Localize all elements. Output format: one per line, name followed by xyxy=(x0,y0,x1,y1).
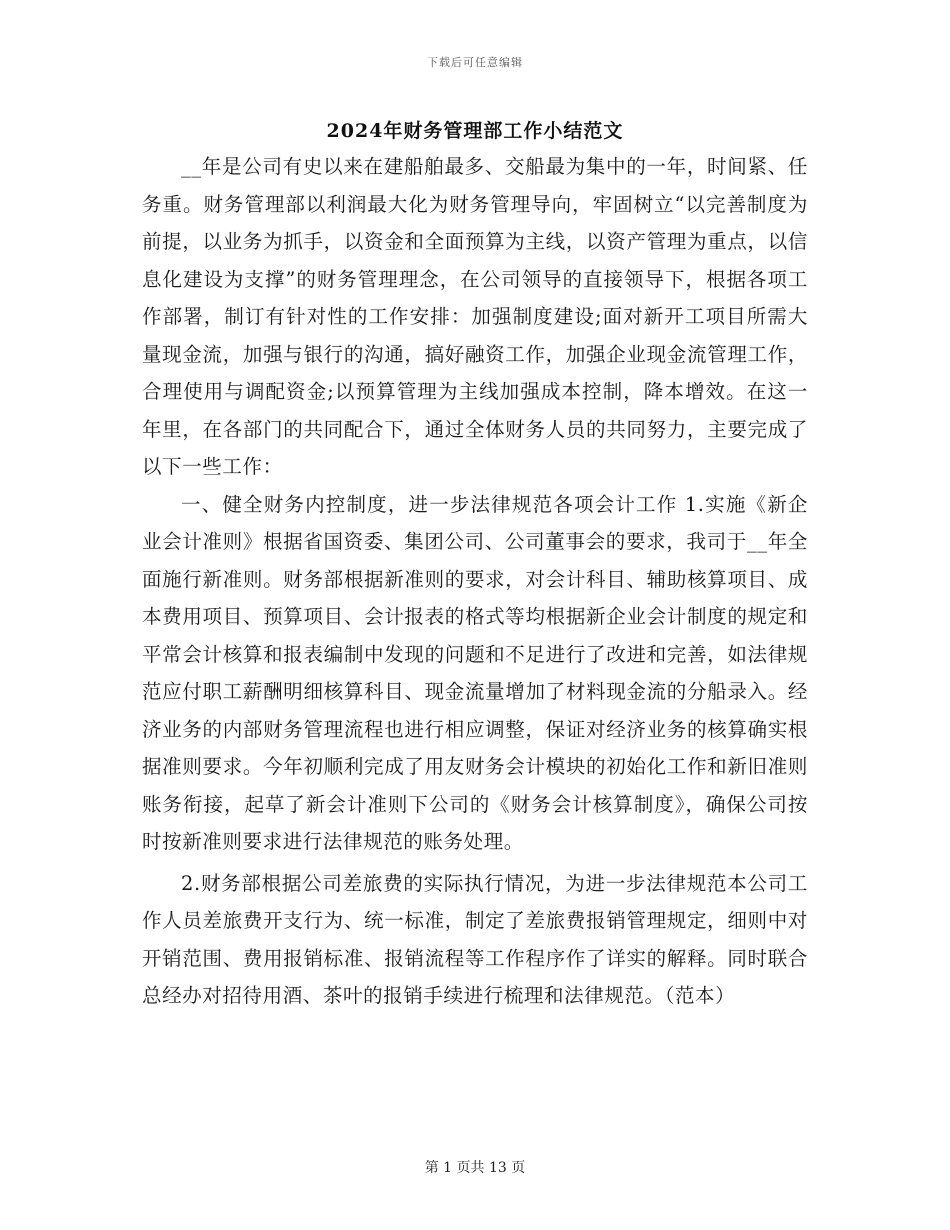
paragraph-section-1: 一、健全财务内控制度，进一步法律规范各项会计工作 1.实施《新企业会计准则》根据省国资委、集团公司、公司董事会的要求，我司于__年全面施行新准则。财务部根据新准则的要求，对会计科目、辅助核算项目、成本费用项目、预算项目、会计报表的格式等均根据新企业会计制度的规定和平常会计核算和报表编制中发现的问题和不足进行了改进和完善，如法律规范应付职工薪酬明细核算科目、现金流量增加了材料现金流的分船录入。经济业务的内部财务管理流程也进行相应调整，保证对经济业务的核算确实根据准则要求。今年初顺利完成了用友财务会计模块的初始化工作和新旧准则账务衔接，起草了新会计准则下公司的《财务会计核算制度》，确保公司按时按新准则要求进行法律规范的账务处理。 xyxy=(142,492,808,853)
document-title: 2024年财务管理部工作小结范文 xyxy=(326,120,624,142)
document-body xyxy=(142,148,808,1015)
page-number: 第 1 页共 13 页 xyxy=(424,1160,526,1176)
paragraph-intro: __年是公司有史以来在建船舶最多、交船最为集中的一年，时间紧、任务重。财务管理部以利润最大化为财务管理导向，牢固树立“以完善制度为前提，以业务为抓手，以资金和全面预算为主线，以资产管理为重点，以信息化建设为支撑”的财务管理理念，在公司领导的直接领导下，根据各项工作部署，制订有针对性的工作安排：加强制度建设;面对新开工项目所需大量现金流，加强与银行的沟通，搞好融资工作，加强企业现金流管理工作，合理使用与调配资金;以预算管理为主线加强成本控制，降本增效。在这一年里，在各部门的共同配合下，通过全体财务人员的共同努力，主要完成了以下一些工作： xyxy=(142,155,808,478)
paragraph-section-2: 2.财务部根据公司差旅费的实际执行情况，为进一步法律规范本公司工作人员差旅费开支行为、统一标准，制定了差旅费报销管理规定，细则中对开销范围、费用报销标准、报销流程等工作程序作了详实的解释。同时联合总经办对招待用酒、茶叶的报销手续进行梳理和法律规范。（范本） xyxy=(142,871,808,1007)
header-note: 下载后可任意编辑 xyxy=(427,56,523,69)
